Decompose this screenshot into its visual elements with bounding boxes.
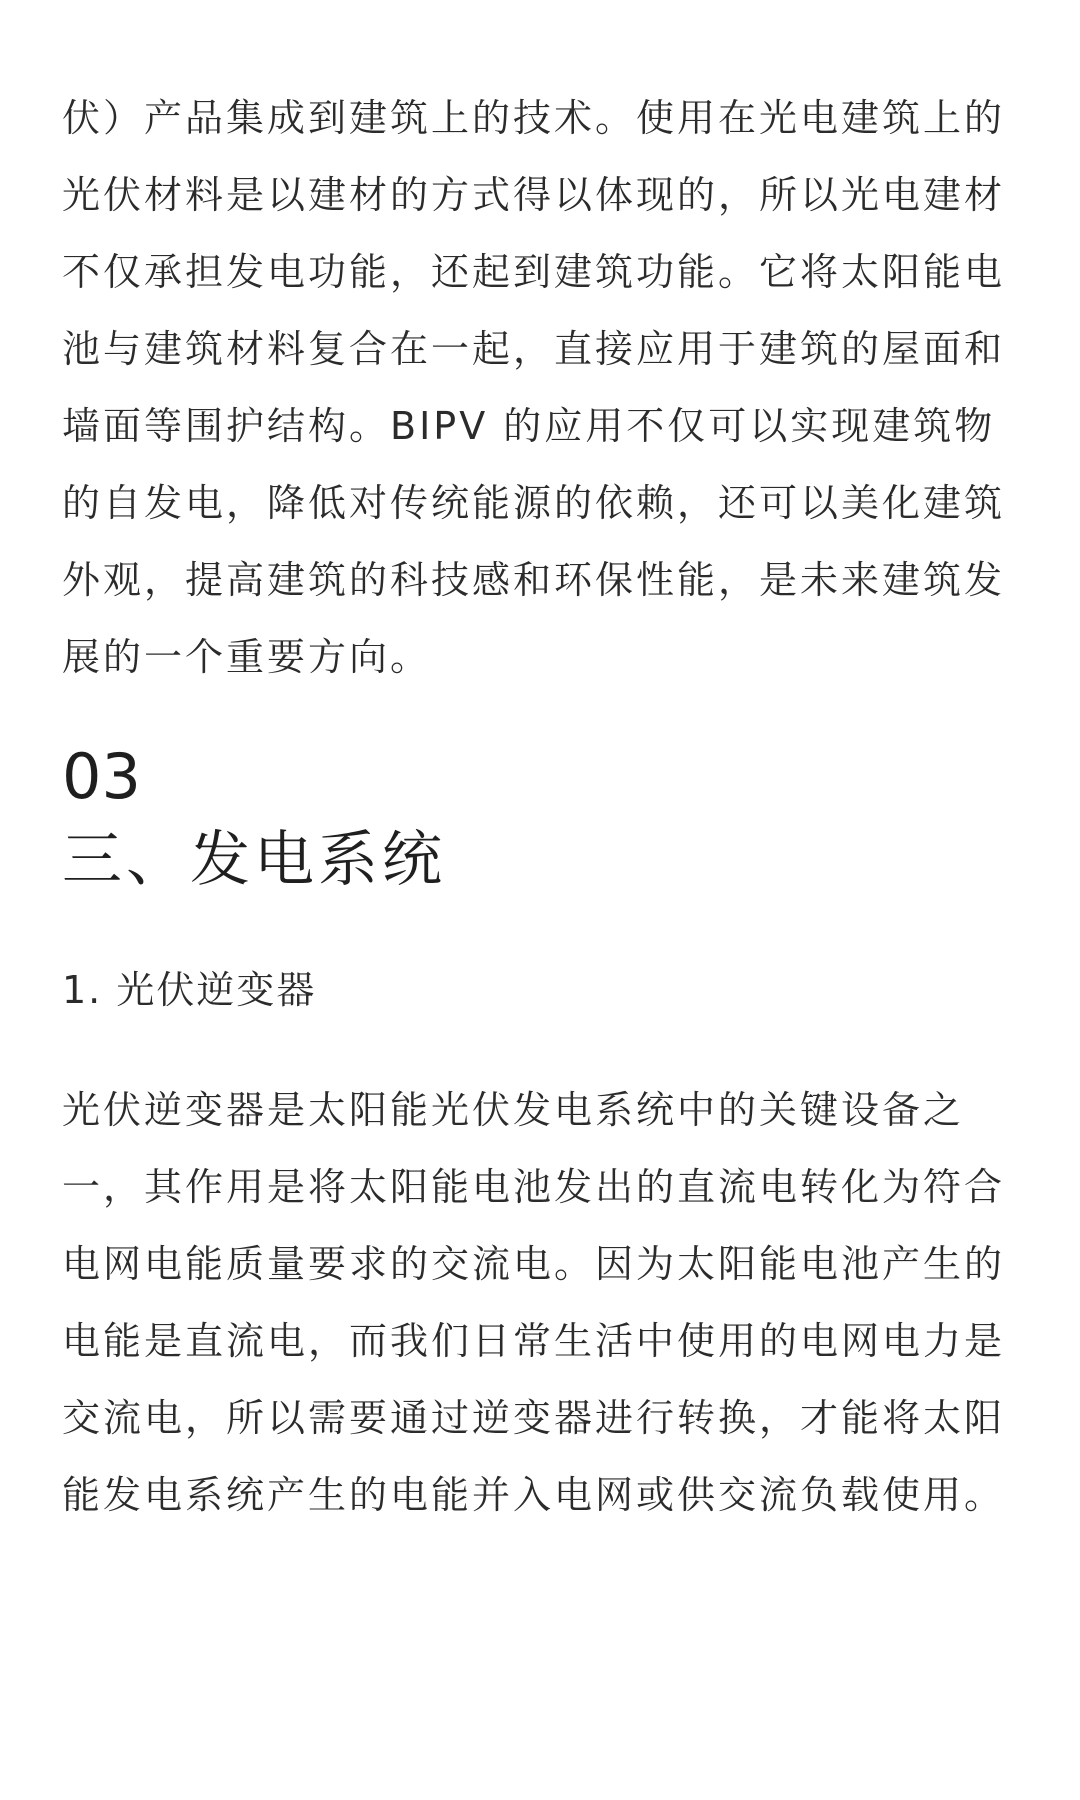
subsection-heading: 1. 光伏逆变器 [62,968,317,1012]
section-title: 三、发电系统 [62,825,446,895]
bipv-paragraph: 伏）产品集成到建筑上的技术。使用在光电建筑上的光伏材料是以建材的方式得以体现的，所以光电建材不仅承担发电功能，还起到建筑功能。它将太阳能电池与建筑材料复合在一起，直接应用于建筑的屋面和墙面等围护结构。BIPV 的应用不仅可以实现建筑物的自发电，降低对传统能源的依赖，还可以美化建筑外观，提高建筑的科技感和环保性能，是未来建筑发展的一个重要方向。 [62,96,1006,679]
inverter-paragraph: 光伏逆变器是太阳能光伏发电系统中的关键设备之一，其作用是将太阳能电池发出的直流电转化为符合电网电能质量要求的交流电。因为太阳能电池产生的电能是直流电，而我们日常生活中使用的电网电力是交流电，所以需要通过逆变器进行转换，才能将太阳能发电系统产生的电能并入电网或供交流负载使用。 [62,1088,1006,1517]
section-number: 03 [62,740,141,813]
